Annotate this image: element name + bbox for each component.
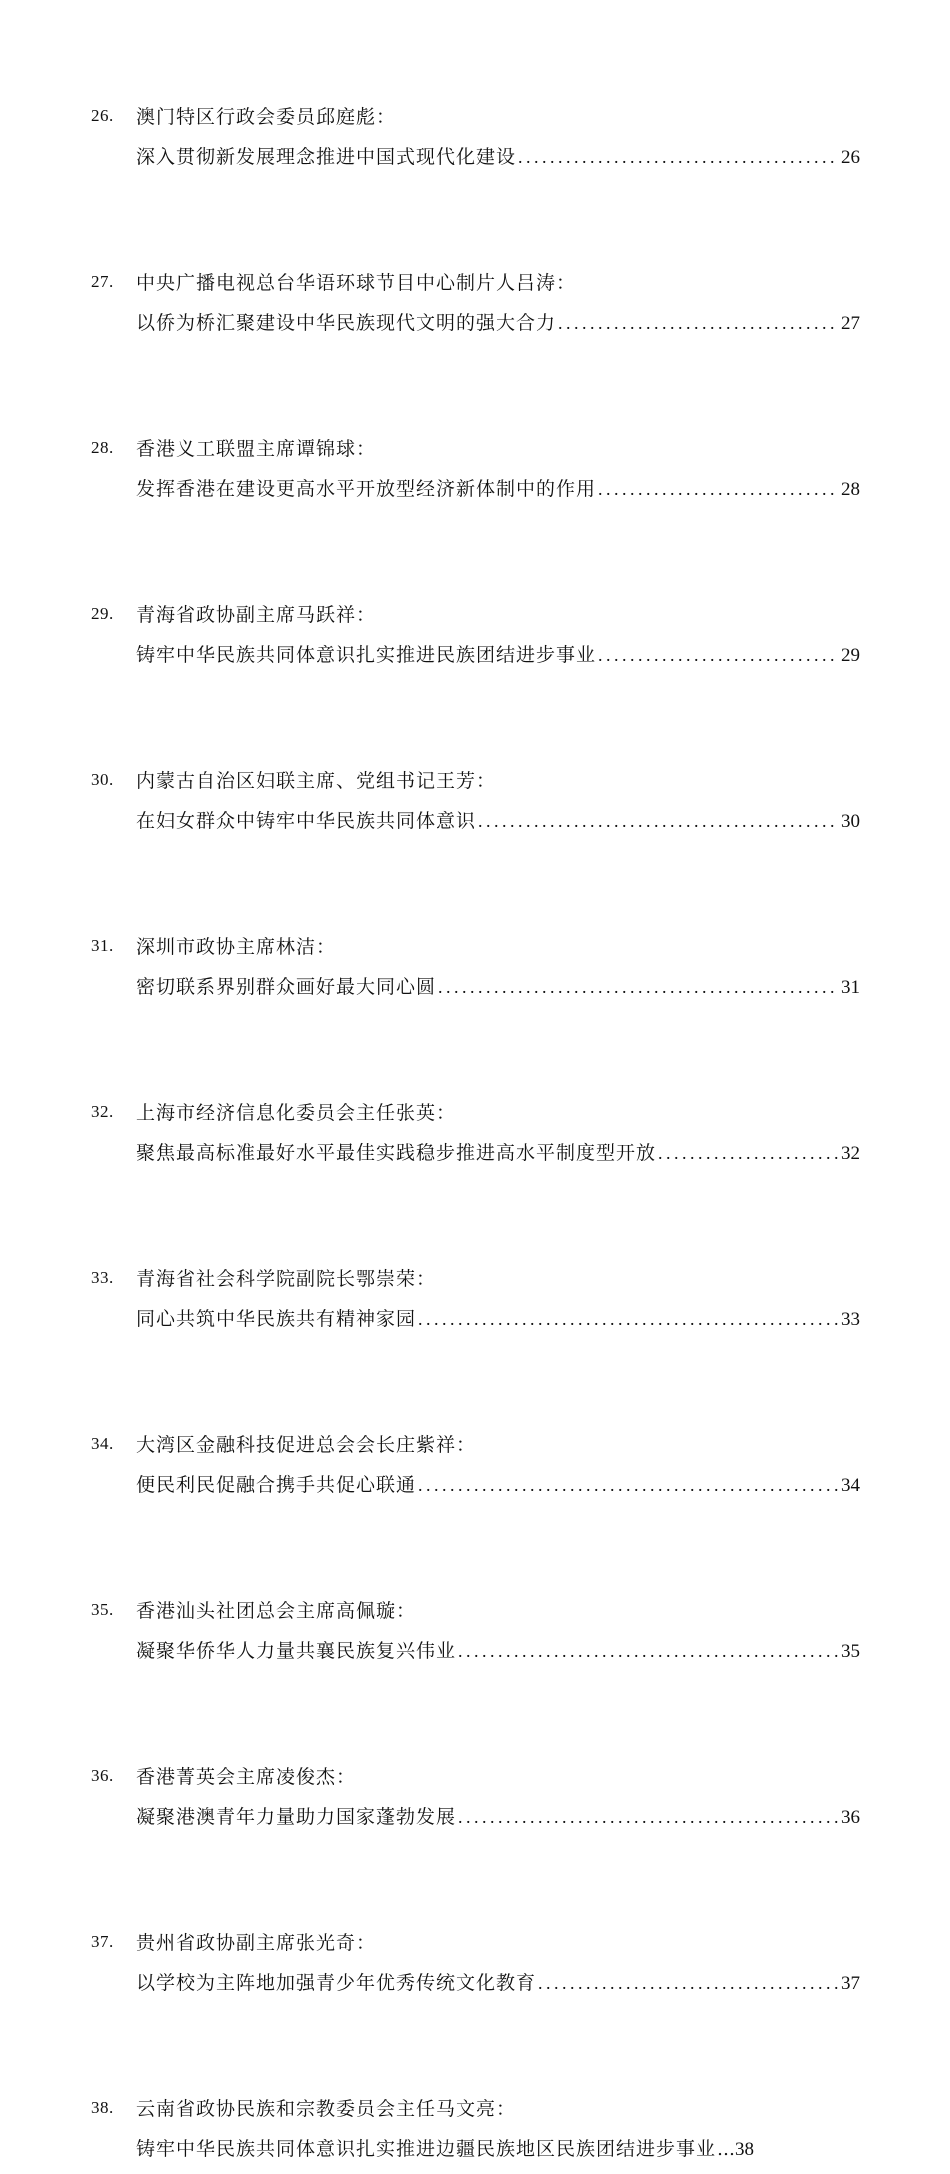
- toc-entry[interactable]: [0, 430, 950, 596]
- toc-speaker-line: [0, 98, 950, 138]
- entry-number: 33.: [91, 1268, 114, 1287]
- entry-page-number: 26: [841, 147, 860, 168]
- toc-entry[interactable]: [0, 1426, 950, 1592]
- entry-speaker: 香港菁英会主席凌俊杰：: [136, 1766, 357, 1788]
- entry-title: 凝聚港澳青年力量助力国家蓬勃发展: [136, 1806, 457, 1828]
- toc-entry[interactable]: [0, 98, 950, 264]
- dot-leader: [598, 479, 838, 500]
- entry-speaker: 云南省政协民族和宗教委员会主任马文亮：: [136, 2098, 517, 2120]
- toc-entry[interactable]: [0, 2090, 950, 2173]
- entry-number: 29.: [91, 604, 114, 623]
- entry-page-number: 36: [841, 1807, 860, 1828]
- toc-title-line[interactable]: [136, 1802, 860, 1842]
- toc-speaker-line: [0, 264, 950, 304]
- toc-speaker-line: [0, 430, 950, 470]
- entry-speaker: 上海市经济信息化委员会主任张英：: [136, 1102, 457, 1124]
- dot-leader: [418, 1475, 838, 1496]
- dot-leader: [478, 811, 838, 832]
- entry-title: 铸牢中华民族共同体意识扎实推进民族团结进步事业: [136, 644, 597, 666]
- entry-title: 凝聚华侨华人力量共襄民族复兴伟业: [136, 1640, 457, 1662]
- dot-leader: [558, 313, 838, 334]
- toc-speaker-line: [0, 1924, 950, 1964]
- toc-entry[interactable]: [0, 928, 950, 1094]
- entry-title: 以学校为主阵地加强青少年优秀传统文化教育: [136, 1972, 537, 1994]
- entry-title: 密切联系界别群众画好最大同心圆: [136, 976, 437, 998]
- toc-title-line[interactable]: [136, 1968, 860, 2008]
- toc-speaker-line: [0, 2090, 950, 2130]
- dot-leader: [458, 1641, 838, 1662]
- entry-title: 聚焦最高标准最好水平最佳实践稳步推进高水平制度型开放: [136, 1142, 657, 1164]
- entry-title: 深入贯彻新发展理念推进中国式现代化建设: [136, 146, 517, 168]
- dot-leader: [598, 645, 838, 666]
- entry-page-number: 37: [841, 1973, 860, 1994]
- toc-title-line[interactable]: [136, 2134, 860, 2174]
- entry-page-number: 31: [841, 977, 860, 998]
- toc-entry[interactable]: [0, 1260, 950, 1426]
- entry-title: 便民利民促融合携手共促心联通: [136, 1474, 417, 1496]
- toc-title-line[interactable]: [136, 474, 860, 514]
- toc-title-line[interactable]: [136, 640, 860, 680]
- entry-title: 以侨为桥汇聚建设中华民族现代文明的强大合力: [136, 312, 557, 334]
- table-of-contents: [0, 98, 950, 2173]
- toc-entry[interactable]: [0, 596, 950, 762]
- entry-number: 26.: [91, 106, 114, 125]
- entry-page-number: 30: [841, 811, 860, 832]
- toc-title-line[interactable]: [136, 806, 860, 846]
- toc-speaker-line: [0, 1426, 950, 1466]
- entry-page-number: 35: [841, 1641, 860, 1662]
- entry-number: 37.: [91, 1932, 114, 1951]
- toc-entry[interactable]: [0, 762, 950, 928]
- toc-entry[interactable]: [0, 1592, 950, 1758]
- dot-leader: [458, 1807, 838, 1828]
- entry-number: 32.: [91, 1102, 114, 1121]
- entry-number: 31.: [91, 936, 114, 955]
- toc-title-line[interactable]: [136, 1470, 860, 1510]
- toc-entry[interactable]: [0, 1924, 950, 2090]
- entry-speaker: 深圳市政协主席林洁：: [136, 936, 337, 958]
- entry-speaker: 香港义工联盟主席谭锦球：: [136, 438, 377, 460]
- toc-speaker-line: [0, 1094, 950, 1134]
- entry-speaker: 大湾区金融科技促进总会会长庄紫祥：: [136, 1434, 477, 1456]
- entry-page-number: 27: [841, 313, 860, 334]
- toc-speaker-line: [0, 1260, 950, 1300]
- toc-entry[interactable]: [0, 1094, 950, 1260]
- entry-page-number: 34: [841, 1475, 860, 1496]
- entry-page-number: 29: [841, 645, 860, 666]
- toc-title-line[interactable]: [136, 142, 860, 182]
- toc-title-line[interactable]: [136, 1304, 860, 1344]
- entry-page-number: 28: [841, 479, 860, 500]
- dot-leader: [518, 147, 838, 168]
- dot-leader: [438, 977, 838, 998]
- entry-title: 铸牢中华民族共同体意识扎实推进边疆民族地区民族团结进步事业: [136, 2138, 717, 2160]
- entry-title: 同心共筑中华民族共有精神家园: [136, 1308, 417, 1330]
- entry-title: 发挥香港在建设更高水平开放型经济新体制中的作用: [136, 478, 597, 500]
- toc-speaker-line: [0, 762, 950, 802]
- toc-title-line[interactable]: [136, 1636, 860, 1676]
- entry-speaker: 澳门特区行政会委员邱庭彪：: [136, 106, 397, 128]
- toc-title-line[interactable]: [136, 1138, 860, 1178]
- toc-speaker-line: [0, 1758, 950, 1798]
- entry-speaker: 青海省社会科学院副院长鄂崇荣：: [136, 1268, 437, 1290]
- entry-speaker: 青海省政协副主席马跃祥：: [136, 604, 377, 626]
- entry-page-number: 32: [841, 1143, 860, 1164]
- ellipsis-leader: …: [717, 2139, 735, 2160]
- entry-number: 34.: [91, 1434, 114, 1453]
- entry-title: 在妇女群众中铸牢中华民族共同体意识: [136, 810, 477, 832]
- entry-speaker: 中央广播电视总台华语环球节目中心制片人吕涛：: [136, 272, 577, 294]
- toc-title-line[interactable]: [136, 308, 860, 348]
- toc-speaker-line: [0, 1592, 950, 1632]
- entry-speaker: 内蒙古自治区妇联主席、党组书记王芳：: [136, 770, 497, 792]
- entry-number: 35.: [91, 1600, 114, 1619]
- dot-leader: [418, 1309, 838, 1330]
- toc-speaker-line: [0, 928, 950, 968]
- entry-page-number: 38: [735, 2139, 755, 2160]
- entry-page-number: 33: [841, 1309, 860, 1330]
- dot-leader: [658, 1143, 838, 1164]
- entry-speaker: 香港汕头社团总会主席高佩璇：: [136, 1600, 417, 1622]
- entry-number: 38.: [91, 2098, 114, 2117]
- entry-number: 36.: [91, 1766, 114, 1785]
- entry-number: 30.: [91, 770, 114, 789]
- toc-title-line[interactable]: [136, 972, 860, 1012]
- toc-entry[interactable]: [0, 264, 950, 430]
- dot-leader: [538, 1973, 838, 1994]
- entry-speaker: 贵州省政协副主席张光奇：: [136, 1932, 377, 1954]
- entry-number: 27.: [91, 272, 114, 291]
- entry-number: 28.: [91, 438, 114, 457]
- toc-speaker-line: [0, 596, 950, 636]
- toc-entry[interactable]: [0, 1758, 950, 1924]
